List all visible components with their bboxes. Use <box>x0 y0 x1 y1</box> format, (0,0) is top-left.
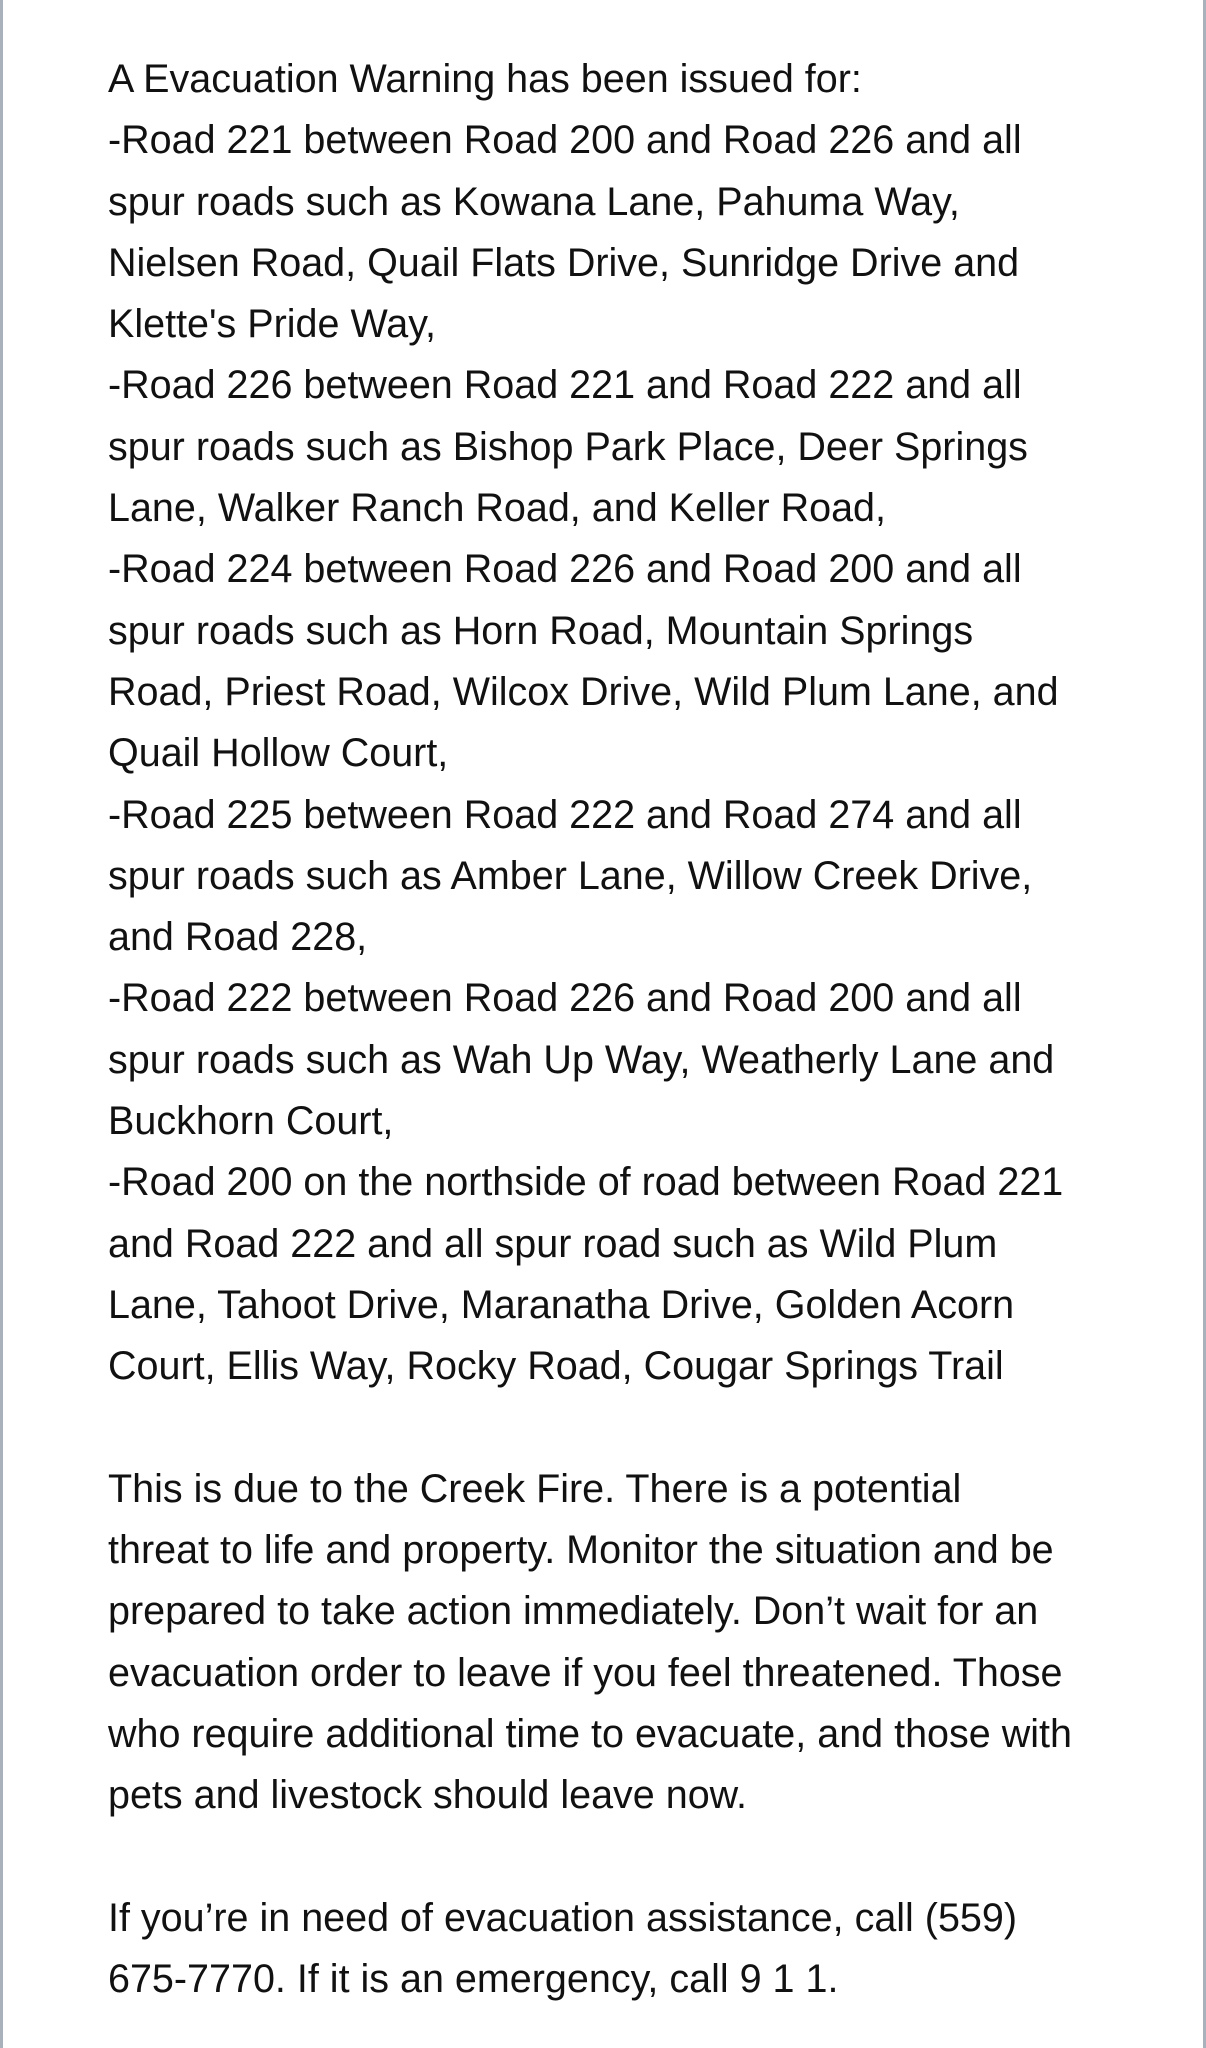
text-line: -Road 224 between Road 226 and Road 200 and all <box>108 547 1022 592</box>
text-line: threat to life and property. Monitor the situation and be <box>108 1528 1054 1573</box>
text-line: spur roads such as Amber Lane, Willow Creek Drive, <box>108 853 1033 898</box>
text-line: pets and livestock should leave now. <box>108 1773 747 1818</box>
text-line: who require additional time to evacuate, and those with <box>108 1712 1072 1757</box>
text-line: -Road 225 between Road 222 and Road 274 and all <box>108 792 1022 837</box>
fire-threat-paragraph <box>108 1459 1128 1827</box>
text-line: -Road 221 between Road 200 and Road 226 and all <box>108 118 1022 163</box>
text-line: Quail Hollow Court, <box>108 731 449 776</box>
text-line: Lane, Tahoot Drive, Maranatha Drive, Golden Acorn <box>108 1282 1015 1327</box>
text-line: Klette's Pride Way, <box>108 302 437 347</box>
text-line: Nielsen Road, Quail Flats Drive, Sunridge Drive and <box>108 240 1020 285</box>
text-line: -Road 200 on the northside of road between Road 221 <box>108 1160 1064 1205</box>
text-line: spur roads such as Kowana Lane, Pahuma Way, <box>108 179 960 224</box>
text-line: 675-7770. If it is an emergency, call 9 1 1. <box>108 1957 839 2002</box>
text-line: evacuation order to leave if you feel threatened. Those <box>108 1650 1063 1695</box>
text-line: and Road 228, <box>108 915 368 960</box>
text-line: This is due to the Creek Fire. There is a potential <box>108 1466 962 1511</box>
text-line: -Road 222 between Road 226 and Road 200 and all <box>108 976 1022 1021</box>
text-line: spur roads such as Bishop Park Place, Deer Springs <box>108 424 1028 469</box>
text-line: and Road 222 and all spur road such as Wild Plum <box>108 1221 998 1266</box>
text-line: Lane, Walker Ranch Road, and Keller Road, <box>108 486 887 531</box>
text-line: spur roads such as Wah Up Way, Weatherly Lane and <box>108 1037 1055 1082</box>
document-body <box>108 49 1128 2011</box>
assistance-contact-paragraph <box>108 1888 1128 2011</box>
warning-areas-paragraph <box>108 49 1128 1398</box>
text-line: If you’re in need of evacuation assistance, call (559) <box>108 1895 1018 1940</box>
text-line: Road, Priest Road, Wilcox Drive, Wild Plum Lane, and <box>108 669 1059 714</box>
text-line: spur roads such as Horn Road, Mountain Springs <box>108 608 974 653</box>
text-line: prepared to take action immediately. Don’t wait for an <box>108 1589 1039 1634</box>
warning-heading-line: A Evacuation Warning has been issued for: <box>108 57 862 101</box>
text-line: -Road 226 between Road 221 and Road 222 and all <box>108 363 1022 408</box>
text-line: Buckhorn Court, <box>108 1099 394 1144</box>
text-line: Court, Ellis Way, Rocky Road, Cougar Springs Trail <box>108 1344 1004 1389</box>
